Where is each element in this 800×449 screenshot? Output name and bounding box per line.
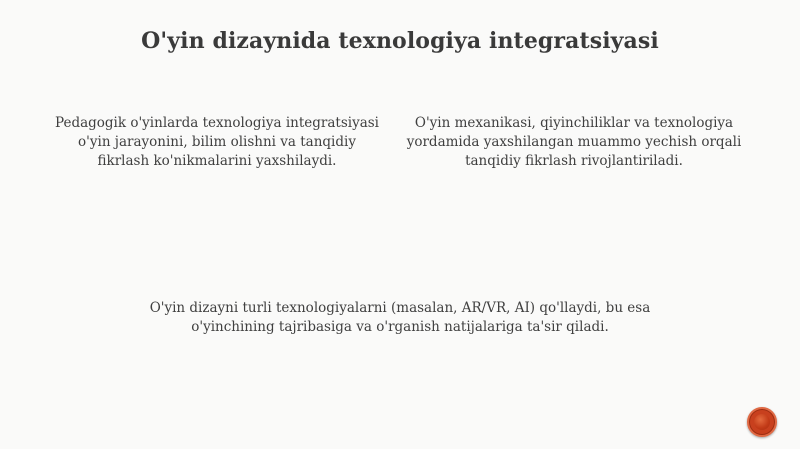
slide-title: O'yin dizaynida texnologiya integratsiyasi: [141, 28, 659, 54]
paragraph-left: Pedagogik o'yinlarda texnologiya integratsiyasi o'yin jarayonini, bilim olishni va tanqidiy fikrlash ko'nikmalarini yaxshilaydi.: [54, 115, 380, 169]
paragraph-bottom: O'yin dizayni turli texnologiyalarni (masalan, AR/VR, AI) qo'llaydi, bu esa o'yinchining tajribasiga va o'rganish natijalariga ta'sir qiladi.: [149, 300, 651, 335]
paragraph-right: O'yin mexanikasi, qiyinchiliklar va texnologiya yordamida yaxshilangan muammo yechish orqali tanqidiy fikrlash rivojlantiriladi.: [406, 115, 742, 169]
slide-nav-button[interactable]: [747, 407, 777, 437]
